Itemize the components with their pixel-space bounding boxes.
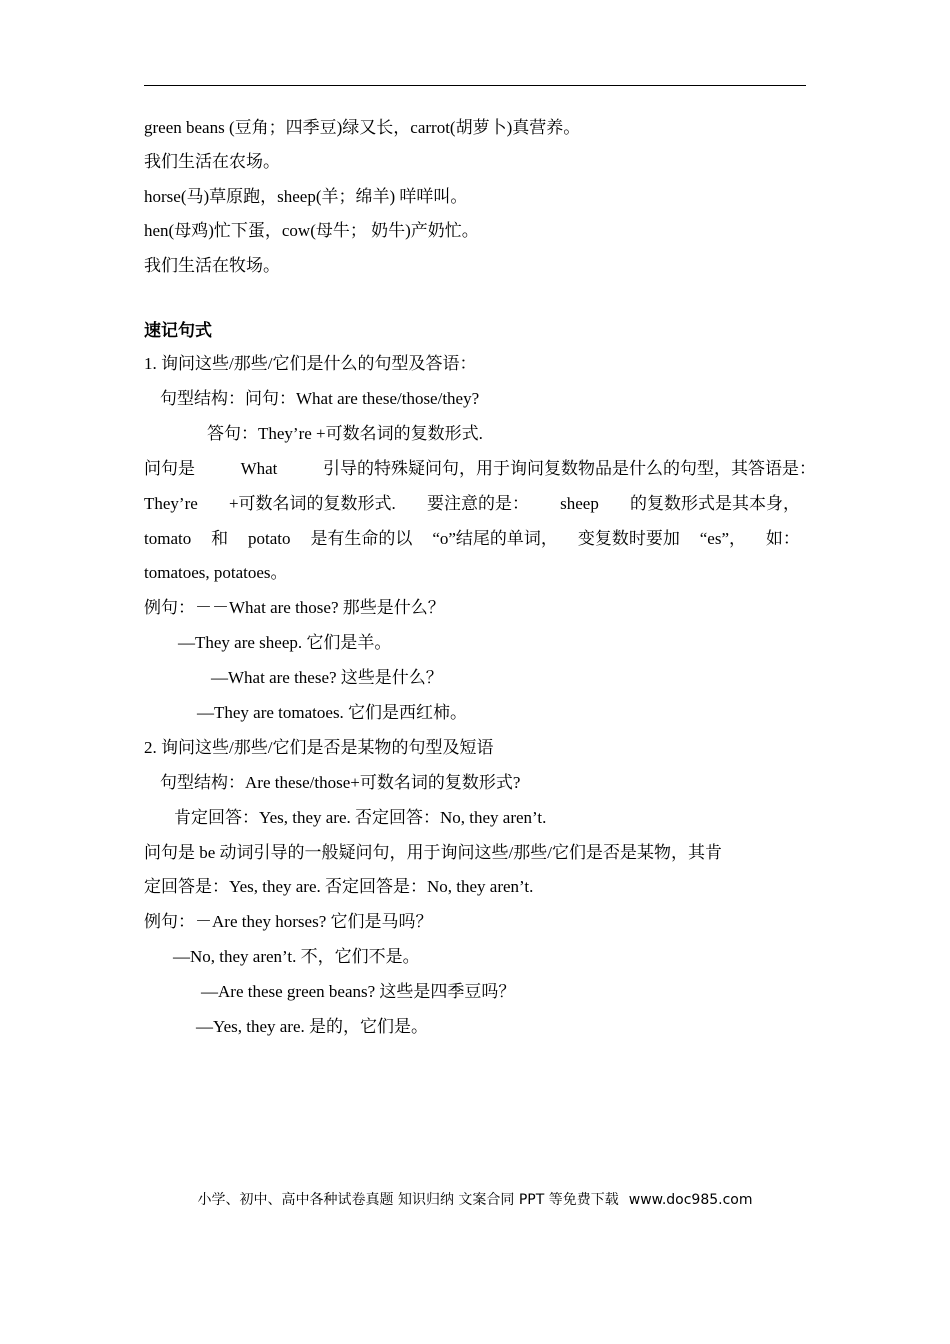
s2-answers: 肯定回答：Yes, they are. 否定回答：No, they aren’t. bbox=[174, 808, 547, 827]
s1-exp2-d: sheep bbox=[560, 494, 599, 513]
farm-line-5: 我们生活在牧场。 bbox=[144, 256, 280, 275]
farm-line-3: horse(马)草原跑，sheep(羊；绵羊) 咩咩叫。 bbox=[144, 187, 468, 206]
s1-exp1-a: 问句是 bbox=[144, 459, 195, 478]
s1-exp3-h: 如： bbox=[765, 529, 800, 548]
s1-example-1: 例句：－－What are those? 那些是什么？ bbox=[144, 598, 445, 617]
s1-explanation-line-2 bbox=[144, 493, 800, 515]
s1-exp2-b: +可数名词的复数形式. bbox=[228, 494, 396, 513]
s1-example-2: —They are sheep. 它们是羊。 bbox=[178, 633, 392, 652]
s1-structure: 句型结构：问句：What are these/those/they? bbox=[160, 389, 480, 408]
s1-answer: 答句：They’re +可数名词的复数形式. bbox=[207, 424, 483, 443]
farm-line-1: green beans (豆角；四季豆)绿又长，carrot(胡萝卜)真营养。 bbox=[144, 118, 581, 137]
s1-exp2-a: They’re bbox=[144, 494, 198, 513]
section-heading: 速记句式 bbox=[144, 321, 212, 340]
footer-url[interactable]: www.doc985.com bbox=[628, 1192, 753, 1208]
s1-example-3: —What are these? 这些是什么？ bbox=[211, 668, 443, 687]
s2-example-3: —Are these green beans? 这些是四季豆吗？ bbox=[201, 982, 516, 1001]
footer-text: 小学、初中、高中各种试卷真题 知识归纳 文案合同 PPT 等免费下载 bbox=[197, 1192, 619, 1208]
s2-structure: 句型结构：Are these/those+可数名词的复数形式? bbox=[160, 773, 521, 792]
s1-exp3-g: “es”， bbox=[699, 529, 747, 548]
header-rule bbox=[144, 85, 806, 86]
s2-example-1: 例句：－Are they horses? 它们是马吗？ bbox=[144, 912, 433, 931]
s2-example-4: —Yes, they are. 是的，它们是。 bbox=[196, 1017, 429, 1036]
s1-exp2-e: 的复数形式是其本身， bbox=[630, 494, 800, 513]
s1-explanation-line-1 bbox=[144, 458, 816, 480]
s1-example-4: —They are tomatoes. 它们是西红柿。 bbox=[197, 703, 468, 722]
s2-title: 2. 询问这些/那些/它们是否是某物的句型及短语 bbox=[144, 738, 494, 757]
s1-exp1-b: What bbox=[240, 459, 278, 478]
farm-line-2: 我们生活在农场。 bbox=[144, 152, 280, 171]
s1-exp1-c: 引导的特殊疑问句，用于询问复数物品是什么的句型，其答语是： bbox=[322, 459, 816, 478]
s2-example-2: —No, they aren’t. 不，它们不是。 bbox=[173, 947, 420, 966]
s1-exp3-b: 和 bbox=[211, 529, 229, 548]
s1-exp3-d: 是有生命的以 bbox=[310, 529, 413, 548]
s1-explanation-line-3 bbox=[144, 528, 800, 550]
s2-explanation-line-2: 定回答是：Yes, they are. 否定回答是：No, they aren’t. bbox=[144, 877, 534, 896]
s1-exp3-f: 变复数时要加 bbox=[577, 529, 680, 548]
s1-explanation-line-4: tomatoes, potatoes。 bbox=[144, 563, 288, 582]
s1-exp3-e: “o”结尾的单词， bbox=[432, 529, 558, 548]
farm-line-4: hen(母鸡)忙下蛋，cow(母牛； 奶牛)产奶忙。 bbox=[144, 221, 479, 240]
page-footer bbox=[0, 1190, 950, 1210]
s1-exp3-a: tomato bbox=[144, 529, 192, 548]
s2-explanation-line-1: 问句是 be 动词引导的一般疑问句，用于询问这些/那些/它们是否是某物，其肯 bbox=[144, 843, 722, 862]
s1-exp3-c: potato bbox=[248, 529, 291, 548]
s1-exp2-c: 要注意的是： bbox=[426, 494, 529, 513]
s1-title: 1. 询问这些/那些/它们是什么的句型及答语： bbox=[144, 354, 477, 373]
